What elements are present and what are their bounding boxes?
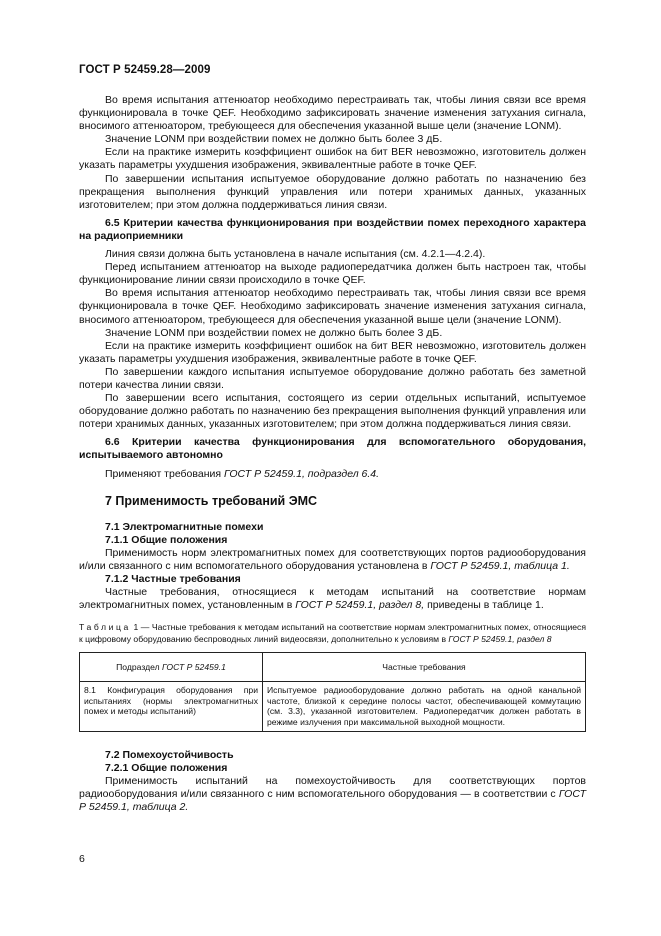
paragraph: Во время испытания аттенюатор необходимо перестраивать так, чтобы линия связи все время функционировала в точке QEF. Необходимо зафиксировать значение изменения затухания сигнала, вносимого аттенюатором, требующееся для обеспечения указанной выше цели (значение LONM). [79,287,586,326]
paragraph: По завершении каждого испытания испытуемое оборудование должно работать без заметной потери качества линии связи. [79,365,586,391]
section-heading-7-1: 7.1 Электромагнитные помехи [105,520,264,533]
paragraph: Линия связи должна быть установлена в начале испытания (см. 4.2.1—4.2.4). [105,248,486,261]
section-heading-7-1-2: 7.1.2 Частные требования [105,573,241,585]
table-row [80,682,586,731]
paragraph: Применяют требования ГОСТ Р 52459.1, подраздел 6.4. [105,467,380,480]
standard-reference: ГОСТ Р 52459.1, подраздел 6.4. [223,467,380,480]
table-cell: Испытуемое радиооборудование должно работать на одной канальной частоте, близкой к середине полосы частот, обеспечивающей коммутацию (см. 3.3), указанной изготовителем. Радиопередатчик должен работать в режиме излучения при максимальной выходной мощности. [263,682,586,731]
table-header-cell: Частные требования [263,653,586,682]
paragraph: Значение LONM при воздействии помех не должно быть более 3 дБ. [105,326,443,339]
table-header-cell: Подраздел ГОСТ Р 52459.1 [80,653,263,682]
paragraph: Перед испытанием аттенюатор на выходе радиопередатчика должен быть настроен так, чтобы функционирование линии связи происходило в точке QEF. [79,261,586,287]
document-header-code: ГОСТ Р 52459.28—2009 [79,64,211,76]
requirements-table [79,652,586,731]
paragraph: По завершении испытания испытуемое оборудование должно работать по назначению без прекращения выполнения функций управления или потери хранимых данных, указанных изготовителем; при этом должна поддерживаться линия связи. [79,172,586,211]
section-heading-6-6: 6.6 Критерии качества функционирования для вспомогательного оборудования, испытываемого автономно [79,436,586,462]
standard-reference: ГОСТ Р 52459.1, таблица 1. [430,559,570,572]
section-heading-7: 7 Применимость требований ЭМС [105,493,318,508]
paragraph: Частные требования, относящиеся к методам испытаний на соответствие нормам электромагнитных помех, установленным в ГОСТ Р 52459.1, раздел 8, приведены в таблице 1. [79,586,586,612]
section-heading-7-1-1: 7.1.1 Общие положения [105,533,228,546]
table-cell: 8.1 Конфигурация оборудования при испытаниях (нормы электромагнитных помех и методы испытаний) [80,682,263,731]
table-caption: Таблица 1 — Частные требования к методам испытаний на соответствие нормам электромагнитных помех, относящиеся к цифровому оборудованию беспроводных линий видеосвязи, дополнительно к условиям в ГОСТ Р 52459.1, раздел 8 [79,622,586,644]
paragraph: Применимость норм электромагнитных помех для соответствующих портов радиооборудования и/или связанного с ним вспомогательного оборудования установлена в ГОСТ Р 52459.1, таблица 1. [79,546,586,572]
paragraph: Если на практике измерить коэффициент ошибок на бит BER невозможно, изготовитель должен указать параметры ухудшения изображения, эквивалентные работе в точке QEF. [79,146,586,172]
table-header-row [80,653,586,682]
paragraph: Во время испытания аттенюатор необходимо перестраивать так, чтобы линия связи все время функционировала в точке QEF. Необходимо зафиксировать значение изменения затухания сигнала, вносимого аттенюатором, требующееся для обеспечения указанной выше цели (значение LONM). [79,94,586,133]
standard-reference: ГОСТ Р 52459.1, раздел 8, [295,599,425,612]
paragraph: Применимость испытаний на помехоустойчивость для соответствующих портов радиооборудования и/или связанного с ним вспомогательного оборудования — в соответствии с ГОСТ Р 52459.1, таблица 2. [79,774,586,814]
section-heading-7-2-1: 7.2.1 Общие положения [105,761,228,774]
paragraph: По завершении всего испытания, состоящего из серии отдельных испытаний, испытуемое оборудование должно работать по назначению без прекращения выполнения функций управления или потери хранимых данных, указанных изготовителем; при этом должна поддерживаться линия связи. [79,392,587,431]
document-body [79,94,586,814]
page-number: 6 [79,853,85,865]
section-heading-6-5: 6.5 Критерии качества функционирования при воздействии помех переходного характера на радиоприемники [79,216,586,242]
paragraph: Если на практике измерить коэффициент ошибок на бит BER невозможно, изготовитель должен указать параметры ухудшения изображения, эквивалентные работе в точке QEF. [79,339,586,365]
paragraph: Значение LONM при воздействии помех не должно быть более 3 дБ. [105,133,443,146]
section-heading-7-2: 7.2 Помехоустойчивость [105,748,234,761]
standard-reference: ГОСТ Р 52459.1, раздел 8 [448,633,552,644]
standard-reference: ГОСТ Р 52459.1, таблица 2. [79,787,586,814]
